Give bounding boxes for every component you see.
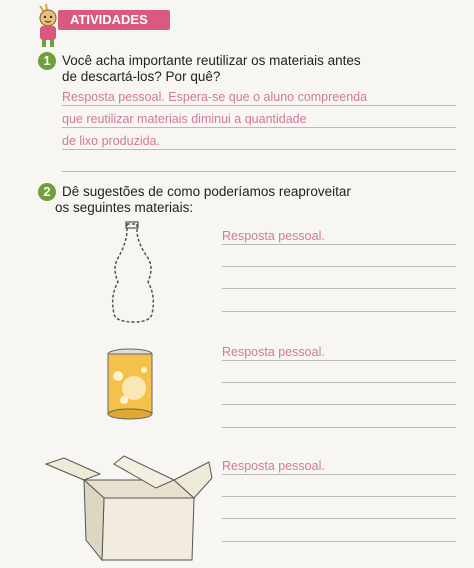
answer-1-line-3: de lixo produzida. (62, 134, 160, 148)
question-1-line-2: de descartá-los? Por quê? (62, 69, 221, 84)
answer-rule (62, 149, 456, 150)
answer-rule (222, 244, 456, 245)
answer-rule (62, 127, 456, 128)
answer-rule (222, 427, 456, 428)
answer-can: Resposta pessoal. (222, 345, 325, 359)
cardboard-box-icon (44, 450, 214, 562)
soda-can-icon (104, 348, 156, 420)
section-title: ATIVIDADES (58, 10, 170, 30)
question-2-line-2: os seguintes materiais: (55, 200, 194, 215)
answer-rule (222, 266, 456, 267)
answer-bottle: Resposta pessoal. (222, 229, 325, 243)
answer-1-line-2: que reutilizar materiais diminui a quantidade (62, 112, 307, 126)
answer-rule (62, 105, 456, 106)
question-number-2: 2 (38, 183, 56, 201)
answer-rule (62, 171, 456, 172)
question-1-line-1: Você acha importante reutilizar os materiais antes (62, 53, 361, 68)
answer-rule (222, 288, 456, 289)
answer-rule (222, 360, 456, 361)
answer-rule (222, 518, 456, 519)
answer-1-line-1: Resposta pessoal. Espera-se que o aluno compreenda (62, 90, 368, 104)
answer-rule (222, 382, 456, 383)
answer-rule (222, 404, 456, 405)
question-2-line-1: Dê sugestões de como poderíamos reaproveitar (62, 184, 351, 199)
answer-rule (222, 541, 456, 542)
question-number-1: 1 (38, 52, 56, 70)
answer-rule (222, 474, 456, 475)
plastic-bottle-icon (104, 222, 164, 324)
answer-rule (222, 311, 456, 312)
answer-rule (222, 496, 456, 497)
answer-box: Resposta pessoal. (222, 459, 325, 473)
